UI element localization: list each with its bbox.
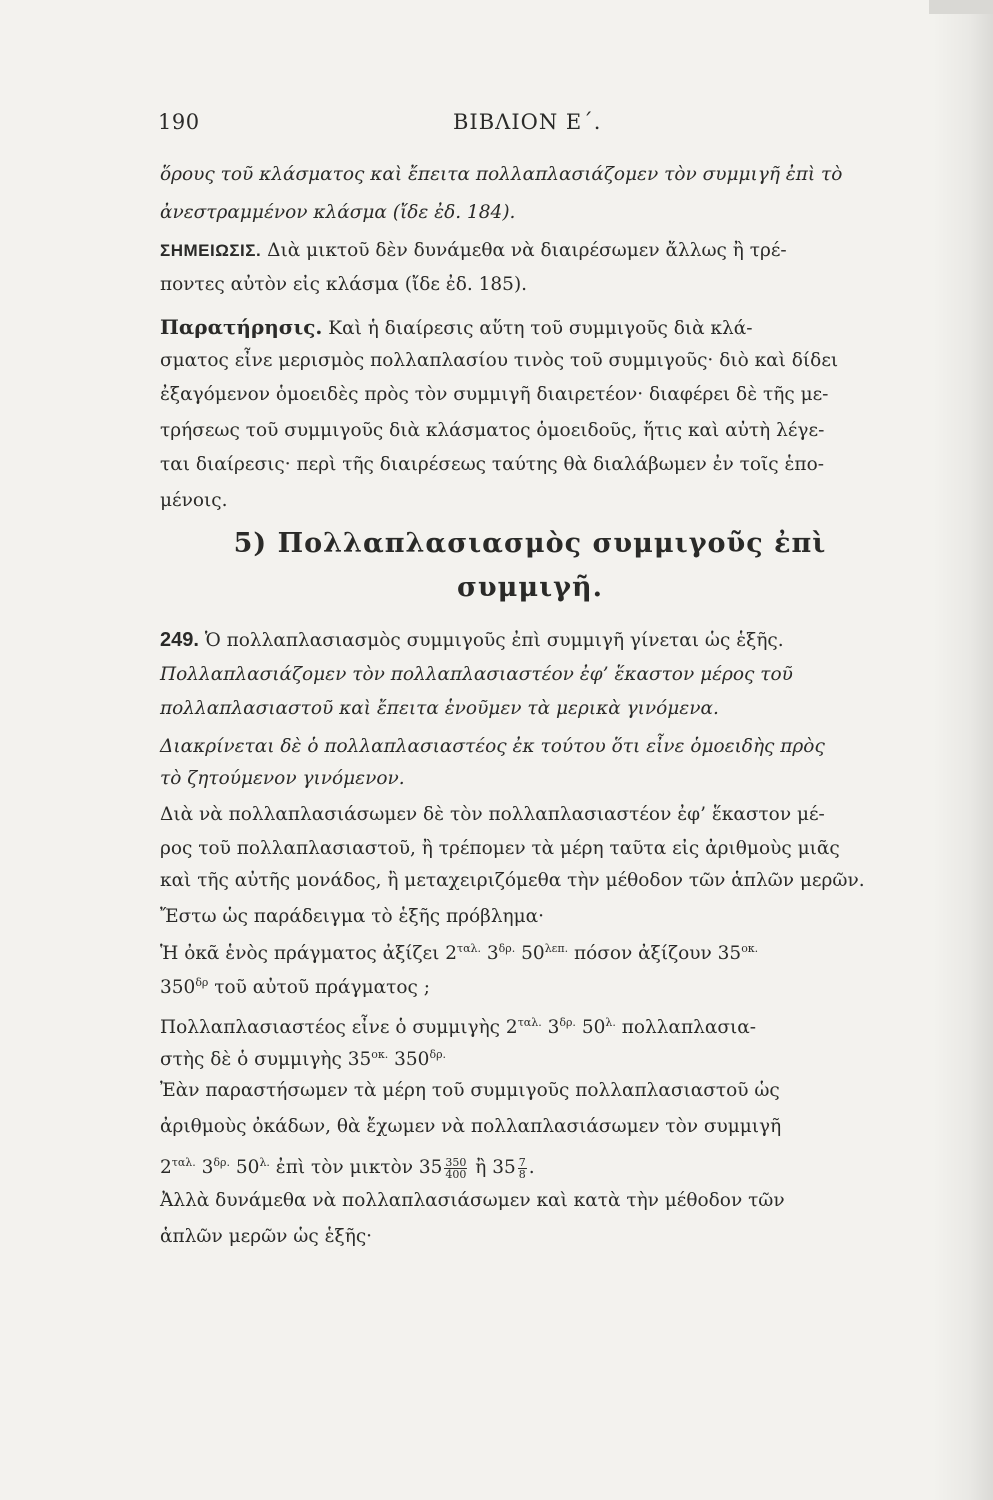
text-line: ἐξαγόμενον ὁμοειδὲς πρὸς τὸν συμμιγῆ διαιρετέον· διαφέρει δὲ τῆς με- [160,384,829,405]
text-span: 3 [195,1157,214,1179]
section-title-cont: συμμιγῆ. [456,572,604,603]
text-span: 50 [575,1017,606,1039]
rule-line: τὸ ζητούμενον γινόμενον. [160,768,405,789]
text-line: ται διαίρεσις· περὶ τῆς διαιρέσεως ταύτης θὰ διαλάβωμεν ἐν τοῖς ἑπο- [160,454,824,475]
factor-line [160,1008,900,1043]
unit-sup: λ. [605,1016,616,1029]
unit-sup: ταλ. [171,1156,196,1169]
factor-line [160,1040,900,1075]
text-span: ἐπὶ τὸν μικτὸν 35 [269,1157,443,1179]
unit-sup: δρ. [213,1156,231,1169]
text-line: Ἀλλὰ δυνάμεθα νὰ πολλαπλασιάσωμεν καὶ κατὰ τὴν μέθοδον τῶν [160,1190,785,1211]
text-span: 50 [515,943,545,965]
note-label: ΣΗΜΕΙΩΣΙΣ. [160,241,262,260]
text-span: Ἡ ὀκᾶ ἑνὸς πράγματος ἀξίζει 2 [160,943,458,965]
running-head: ΒΙΒΛΙΟΝ Ε΄. [453,110,602,134]
text-span: Πολλαπλασιαστέος εἶνε ὁ συμμιγὴς 2 [160,1017,518,1039]
text-span: 3 [481,943,499,965]
section-title: 5) Πολλαπλασιασμὸς συμμιγοῦς ἐπὶ [233,528,827,559]
text-line: Διὰ νὰ πολλαπλασιάσωμεν δὲ τὸν πολλαπλασιαστέον ἐφ’ ἕκαστον μέ- [160,804,825,825]
text-span: 350 [160,977,196,999]
text-span: 50 [230,1157,260,1179]
unit-sup: οκ. [741,942,759,955]
note-line [160,236,900,266]
text-span: 350 [388,1049,430,1071]
problem-line [160,968,900,1003]
fraction-denominator: 8 [518,1167,526,1181]
text-span: 3 [541,1017,560,1039]
page-number: 190 [158,110,200,134]
text-line: σματος εἶνε μερισμὸς πολλαπλασίου τινὸς τοῦ συμμιγοῦς· διὸ καὶ δίδει [160,350,839,371]
page-edge-shadow [933,0,993,1500]
unit-sup: ταλ. [517,1016,542,1029]
observation-line [160,312,900,344]
text-line: ἀνεστραμμένον κλάσμα (ἴδε ἐδ. 184). [160,202,516,223]
observation-text: Καὶ ἡ διαίρεσις αὕτη τοῦ συμμιγοῦς διὰ κλά- [328,318,753,339]
text-span: ἢ 35 [469,1157,516,1179]
unit-sup: δρ. [429,1048,447,1061]
text-span: 2 [160,1157,172,1179]
observation-label: Παρατήρησις. [160,315,323,339]
fraction-denominator: 400 [445,1167,467,1181]
scan-corner-mark [929,0,993,14]
rule-line: Πολλαπλασιάζομεν τὸν πολλαπλασιαστέον ἐφ’ ἕκαστον μέρος τοῦ [160,664,793,685]
text-line: καὶ τῆς αὐτῆς μονάδος, ἢ μεταχειριζόμεθα τὴν μέθοδον τῶν ἁπλῶν μερῶν. [160,870,865,891]
unit-sup: δρ. [498,942,516,955]
fraction [444,1157,467,1180]
unit-sup: δρ. [559,1016,576,1029]
note-text: Διὰ μικτοῦ δὲν δυνάμεθα νὰ διαιρέσωμεν ἄλλως ἢ τρέ- [267,240,787,261]
unit-sup: οκ. [371,1048,389,1061]
unit-sup: δρ [195,976,209,989]
problem-line [160,934,900,969]
text-line: ἁπλῶν μερῶν ὡς ἑξῆς· [160,1226,373,1247]
rule-line: Διακρίνεται δὲ ὁ πολλαπλασιαστέος ἐκ τούτου ὅτι εἶνε ὁμοειδὴς πρὸς [160,736,825,757]
page-header [158,110,898,140]
fraction [518,1157,527,1180]
text-line: ἀριθμοὺς ὀκάδων, θὰ ἔχωμεν νὰ πολλαπλασιάσωμεν τὸν συμμιγῆ [160,1116,782,1137]
fraction-numerator: 350 [445,1155,467,1169]
fraction-line [160,1148,900,1183]
text-line: μένοις. [160,490,228,511]
text-span: Ὁ πολλαπλασιασμὸς συμμιγοῦς ἐπὶ συμμιγῆ γίνεται ὡς ἑξῆς. [204,630,784,651]
text-span: . [528,1157,535,1179]
unit-sup: ταλ. [457,942,482,955]
text-line: ποντες αὐτὸν εἰς κλάσμα (ἴδε ἐδ. 185). [160,274,528,295]
section-number: 249. [160,629,199,651]
unit-sup: λ. [259,1156,270,1169]
unit-sup: λεπ. [544,942,569,955]
fraction-numerator: 7 [518,1155,526,1169]
text-line: τρήσεως τοῦ συμμιγοῦς διὰ κλάσματος ὁμοειδοῦς, ἥτις καὶ αὐτὴ λέγε- [160,420,825,441]
text-line: ρος τοῦ πολλαπλασιαστοῦ, ἢ τρέπομεν τὰ μέρη ταῦτα εἰς ἀριθμοὺς μιᾶς [160,838,840,859]
text-line: ὅρους τοῦ κλάσματος καὶ ἔπειτα πολλαπλασιάζομεν τὸν συμμιγῆ ἐπὶ τὸ [160,164,843,185]
text-line: Ἔστω ὡς παράδειγμα τὸ ἑξῆς πρόβλημα· [160,906,545,927]
text-span: πόσον ἀξίζουν 35 [568,943,742,965]
text-line: Ἐὰν παραστήσωμεν τὰ μέρη τοῦ συμμιγοῦς πολλαπλασιαστοῦ ὡς [160,1080,780,1101]
text-span: πολλαπλασια- [615,1017,756,1039]
paragraph-249 [160,625,900,656]
text-span: τοῦ αὐτοῦ πράγματος ; [208,977,430,999]
rule-line: πολλαπλασιαστοῦ καὶ ἔπειτα ἑνοῦμεν τὰ μερικὰ γινόμενα. [160,698,719,719]
text-span: στὴς δὲ ὁ συμμιγὴς 35 [160,1049,372,1071]
